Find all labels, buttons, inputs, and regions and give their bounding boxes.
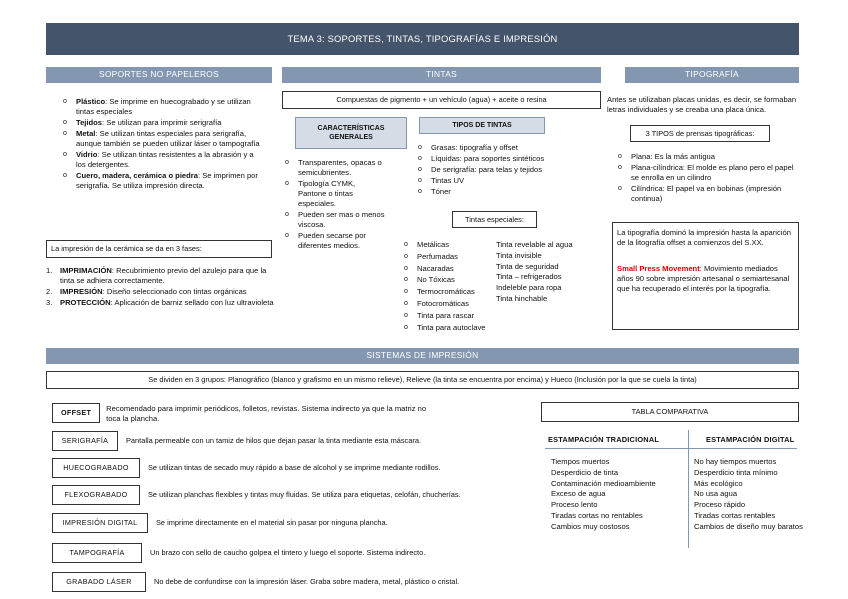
tabla-cell: Cambios de diseño muy baratos <box>694 521 803 531</box>
tipografia-intro: Antes se utilizaban placas unidas, es decir, se formaban letras individuales y se creaba una placa única. <box>607 95 797 115</box>
especial-item: o Tinta para rascar <box>404 311 500 322</box>
caracteristica-item: o Pueden secarse por diferentes medios. <box>285 231 385 251</box>
soporte-item: o Metal: Se utilizan tintas especiales para serigrafía, aunque también se pueden utilizar láser o tampografía <box>63 129 263 149</box>
tipografia-header <box>625 67 799 83</box>
sistema-flexograbado <box>52 485 461 505</box>
tabla-title-box <box>541 402 799 422</box>
sistemas-grupos-box <box>46 371 799 389</box>
tabla-cell: Tiradas cortas no rentables <box>551 510 643 520</box>
fase-item: 1. IMPRIMACIÓN: Recubrimiento previo del azulejo para que la tinta se adhiera correctamente. <box>46 266 267 286</box>
caracteristica-item: o Pueden ser mas o menos viscosa. <box>285 210 385 230</box>
sistema-desc: Se utilizan tintas de secado muy rápido a base de alcohol y se imprime mediante rodillos. <box>148 463 441 473</box>
sistema-label: TAMPOGRAFÍA <box>52 543 142 563</box>
tabla-cell: Exceso de agua <box>551 489 606 499</box>
soporte-item: o Cuero, madera, cerámica o piedra: Se imprimen por serigrafía. Se utiliza impresión directa. <box>63 171 263 191</box>
tabla-cell: Más ecológico <box>694 478 743 488</box>
sistemas-header-label: SISTEMAS DE IMPRESIÓN <box>366 350 479 361</box>
tintas-composicion-box <box>282 91 601 109</box>
tabla-title: TABLA COMPARATIVA <box>631 407 709 417</box>
tabla-header-underline <box>545 448 797 449</box>
tabla-cell: Tiradas cortas rentables <box>694 510 776 520</box>
sistema-label: HUECOGRABADO <box>52 458 140 478</box>
prensas-list <box>618 152 800 205</box>
sistema-desc: Un brazo con sello de caucho golpea el tintero y luego el soporte. Sistema indirecto. <box>150 548 426 558</box>
especial-item: o Tinta para autoclave <box>404 323 500 334</box>
ceramica-fases-list <box>46 266 276 309</box>
caracteristica-item: o Transparentes, opacas o semicubrientes. <box>285 158 385 178</box>
caracteristicas-list <box>285 158 385 252</box>
sistema-desc: Recomendado para imprimir periódicos, folletos, revistas. Sistema indirecto ya que la matriz no toca la plancha. <box>106 404 427 424</box>
sistemas-header <box>46 348 799 364</box>
sistema-label: OFFSET <box>52 403 100 423</box>
especial-item: Tinta invisible <box>496 250 542 260</box>
tintas-header-label: TINTAS <box>426 69 457 80</box>
tipografia-dominio: La tipografía dominó la impresión hasta la aparición de la litografía offset a comienzos del S.XX. <box>617 228 791 248</box>
tabla-cell: No usa agua <box>694 489 738 499</box>
ceramica-title: La impresión de la cerámica se da en 3 fases: <box>51 244 202 254</box>
especial-item: o Nacaradas <box>404 264 500 275</box>
tabla-cell: Proceso rápido <box>694 500 746 510</box>
page-title: TEMA 3: SOPORTES, TINTAS, TIPOGRAFÍAS E IMPRESIÓN <box>287 32 558 44</box>
tabla-cell: No hay tiempos muertos <box>694 457 777 466</box>
tabla-col2-header: ESTAMPACIÓN DIGITAL <box>706 435 795 444</box>
tintas-composicion: Compuestas de pigmento + un vehículo (agua) + aceite o resina <box>336 95 547 105</box>
sistema-serigrafia <box>52 431 421 451</box>
sistemas-grupos: Se dividen en 3 grupos: Planográfico (blanco y grafismo en un mismo relieve), Relieve (la tinta se encuentra por encima) y Hueco (Inclusión por la que se cuela la tinta) <box>148 375 697 385</box>
prensas-title: 3 TIPOS de prensas tipográficas: <box>645 128 755 138</box>
prensa-item: o Plana-cilíndrica: El molde es plano pero el papel se enrolla en un cilindro <box>618 163 800 183</box>
especial-item: Tinta revelable al agua <box>496 240 573 249</box>
sistema-label: IMPRESIÓN DIGITAL <box>52 513 148 533</box>
caracteristica-item: o Tipología CYMK, Pantone o tintas especiales. <box>285 179 385 209</box>
tipo-item: o Tintas UV <box>418 176 600 186</box>
sistema-huecograbado <box>52 458 441 478</box>
sistema-impresion-digital <box>52 513 388 533</box>
page-title-banner <box>46 23 799 55</box>
tabla-col1-header: ESTAMPACIÓN TRADICIONAL <box>548 435 660 444</box>
sistema-grabado-laser <box>52 572 459 592</box>
spm-label: Small Press Movement <box>617 264 700 274</box>
tabla-cell: Proceso lento <box>551 500 598 510</box>
soporte-item: o Plástico: Se imprime en huecograbado y se utilizan tintas especiales <box>63 97 263 117</box>
sistema-desc: Pantalla permeable con un tamiz de hilos que dejan pasar la tinta mediante esta máscara. <box>126 436 421 446</box>
sistema-offset <box>52 403 532 424</box>
soportes-list <box>63 97 263 192</box>
soporte-item: o Vidrio: Se utilizan tintas resistentes a la abrasión y a los detergentes. <box>63 150 263 170</box>
soportes-header-label: SOPORTES NO PAPELEROS <box>98 69 219 80</box>
fase-item: 2. IMPRESIÓN: Diseño seleccionado con tintas orgánicas <box>46 287 247 297</box>
tabla-col2 <box>694 457 802 533</box>
especiales-col1 <box>404 240 500 334</box>
sistema-label: SERIGRAFÍA <box>52 431 118 451</box>
sistema-desc: Se imprime directamente en el material sin pasar por ninguna plancha. <box>156 518 388 528</box>
tipos-title: TIPOS DE TINTAS <box>452 121 512 129</box>
fase-item: 3. PROTECCIÓN: Aplicación de barniz sellado con luz ultravioleta <box>46 298 274 308</box>
especial-item: Tinta hinchable <box>496 293 548 303</box>
especial-item: Tinta de seguridad <box>496 261 559 271</box>
sistema-tampografia <box>52 543 425 563</box>
spm-paragraph <box>617 264 794 294</box>
especial-item: Tinta – refrigerados <box>496 272 562 282</box>
especial-item: o Perfumadas <box>404 252 500 263</box>
prensas-title-box <box>630 125 770 142</box>
caracteristicas-header <box>295 117 407 149</box>
especiales-col2 <box>496 240 606 305</box>
tipo-item: o Líquidas: para soportes sintéticos <box>418 154 600 164</box>
tabla-col1 <box>551 457 686 533</box>
especial-item: o Fotocromáticas <box>404 299 500 310</box>
especial-item: o No Tóxicas <box>404 275 500 286</box>
tabla-cell: Desperdicio de tinta <box>551 467 619 477</box>
ceramica-title-box <box>46 240 272 258</box>
especiales-title-box <box>452 211 537 228</box>
sistema-label: GRABADO LÁSER <box>52 572 146 592</box>
tipos-list <box>418 143 600 198</box>
tipo-item: o De serigrafía: para telas y tejidos <box>418 165 600 175</box>
prensa-item: o Plana: Es la más antigua <box>618 152 800 162</box>
tabla-cell: Tiempos muertos <box>551 457 610 466</box>
sistema-desc: No debe de confundirse con la impresión láser. Graba sobre madera, metal, plástico o cristal. <box>154 577 460 587</box>
especial-item: Indeleble para ropa <box>496 283 562 293</box>
tabla-cell: Desperdicio tinta mínimo <box>694 467 778 477</box>
especial-item: o Termocromáticas <box>404 287 500 298</box>
soporte-item: o Tejidos: Se utilizan para imprimir serigrafía <box>63 118 263 128</box>
tabla-cell: Contaminación medioambiente <box>551 478 656 488</box>
tipografia-info-box <box>612 222 799 330</box>
prensa-item: o Cilíndrica: El papel va en bobinas (impresión continua) <box>618 184 800 204</box>
tipos-header <box>419 117 545 134</box>
sistema-desc: Se utilizan planchas flexibles y tintas muy fluidas. Se utiliza para etiquetas, celofán, chucherías. <box>148 490 461 500</box>
tintas-header <box>282 67 601 83</box>
tipografia-header-label: TIPOGRAFÍA <box>685 69 739 80</box>
tipo-item: o Tóner <box>418 187 600 197</box>
tabla-cell: Cambios muy costosos <box>551 521 630 531</box>
caracteristicas-title: CARACTERÍSTICAS GENERALES <box>317 124 385 141</box>
spm-text: : Movimiento mediados años 90 sobre impresión artesanal o semiartesanal que ha recuperado el interés por la tipografía. <box>617 264 790 294</box>
sistema-label: FLEXOGRABADO <box>52 485 140 505</box>
soportes-header <box>46 67 272 83</box>
especial-item: o Metálicas <box>404 240 500 251</box>
especiales-title: Tintas especiales: <box>465 214 524 224</box>
tipo-item: o Grasas: tipografía y offset <box>418 143 600 153</box>
